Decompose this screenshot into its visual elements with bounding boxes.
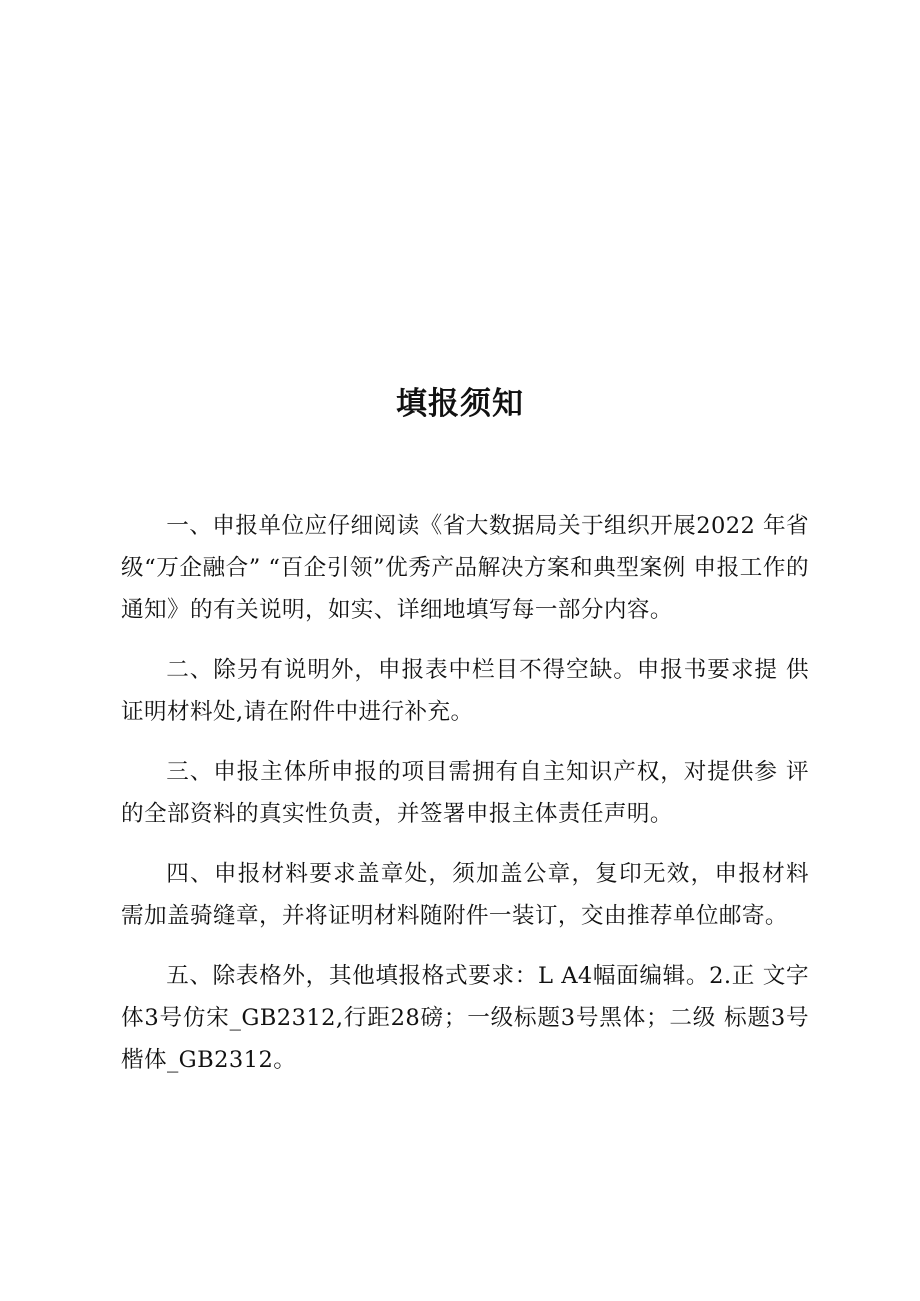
notice-paragraph-2: 二、除另有说明外，申报表中栏目不得空缺。申报书要求提 供证明材料处,请在附件中进行补充。 xyxy=(121,657,809,725)
notice-body xyxy=(121,505,809,1099)
notice-paragraph-5: 五、除表格外，其他填报格式要求：L A4幅面编辑。2.正 文字体3号仿宋_GB2312,行距28磅；一级标题3号黑体；二级 标题3号楷体_GB2312。 xyxy=(121,963,809,1073)
notice-paragraph-1: 一、申报单位应仔细阅读《省大数据局关于组织开展2022 年省级“万企融合” “百企引领”优秀产品解决方案和典型案例 申报工作的通知》的有关说明，如实、详细地填写每一部分内容。 xyxy=(121,513,809,623)
notice-paragraph-3: 三、申报主体所申报的项目需拥有自主知识产权，对提供参 评的全部资料的真实性负责，并签署申报主体责任声明。 xyxy=(121,759,809,827)
page-title: 填报须知 xyxy=(396,386,524,422)
notice-paragraph-4: 四、申报材料要求盖章处，须加盖公章，复印无效，申报材料需加盖骑缝章，并将证明材料随附件一装订，交由推荐单位邮寄。 xyxy=(121,861,809,929)
